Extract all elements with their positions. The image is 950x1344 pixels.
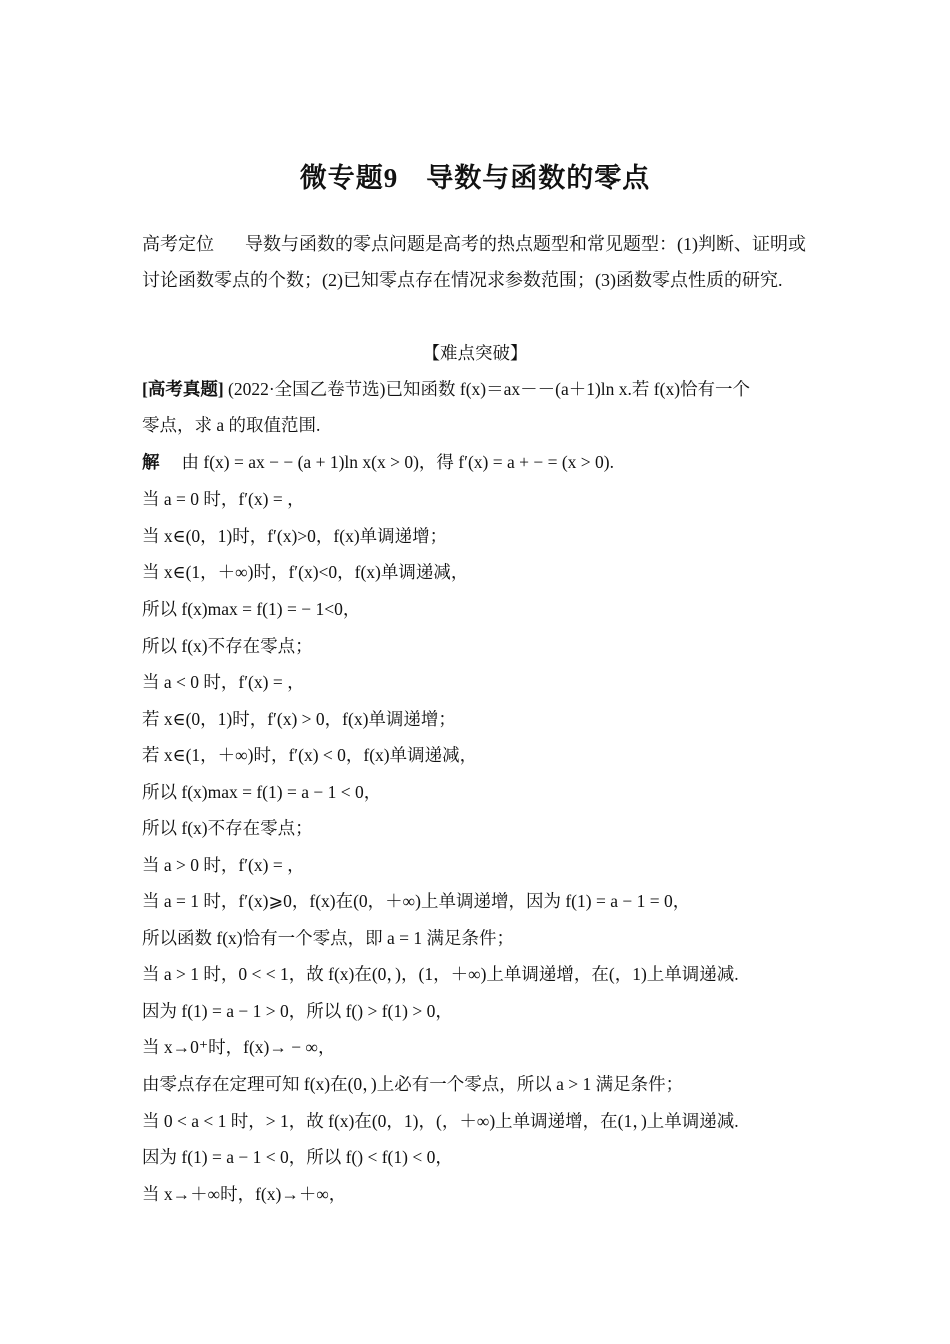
- solution-line: 当 a > 1 时，0 < < 1，故 f(x)在(0，)，(1，＋∞)上单调递增，在(，1)上单调递减.: [142, 964, 739, 984]
- solution-line: 当 0 < a < 1 时，> 1，故 f(x)在(0，1)，(，＋∞)上单调递增，在(1，)上单调递减.: [142, 1111, 739, 1131]
- intro-paragraph: [142, 226, 810, 298]
- solution-line: 所以 f(x)不存在零点；: [142, 636, 313, 656]
- solution-line: 所以 f(x)不存在零点；: [142, 818, 313, 838]
- solution-line: 当 x→＋∞时，f(x)→＋∞，: [142, 1184, 347, 1204]
- intro-text: 导数与函数的零点问题是高考的热点题型和常见题型：(1)判断、证明或讨论函数零点的个数；(2)已知零点存在情况求参数范围；(3)函数零点性质的研究.: [142, 234, 806, 290]
- page-title: 微专题9 导数与函数的零点: [299, 163, 651, 193]
- solution-line: 当 a = 0 时，f′(x) = ，: [142, 489, 305, 509]
- section-heading: 【难点突破】: [422, 343, 528, 363]
- solution-text-1: 由 f(x) = ax − − (a + 1)ln x(x > 0)，得 f′(x) = a + − = (x > 0).: [181, 452, 614, 472]
- solution-line: 所以 f(x)max = f(1) = − 1<0，: [142, 599, 361, 619]
- solution-line: 因为 f(1) = a − 1 > 0，所以 f() > f(1) > 0，: [142, 1001, 453, 1021]
- solution-line: 若 x∈(1，＋∞)时，f′(x) < 0，f(x)单调递减，: [142, 745, 478, 765]
- solution-line: 所以 f(x)max = f(1) = a − 1 < 0，: [142, 782, 382, 802]
- solution-line: 所以函数 f(x)恰有一个零点，即 a = 1 满足条件；: [142, 928, 514, 948]
- solution-line: 当 x∈(1，＋∞)时，f′(x)<0，f(x)单调递减，: [142, 562, 469, 582]
- solution-line: 若 x∈(0，1)时，f′(x) > 0，f(x)单调递增；: [142, 709, 456, 729]
- solution-line-1: [142, 451, 822, 473]
- problem-statement-1: (2022·全国乙卷节选)已知函数 f(x)＝ax－－(a＋1)ln x.若 f(x)恰有一个: [223, 379, 751, 399]
- solution-line: 当 a > 0 时，f′(x) = ，: [142, 855, 305, 875]
- solution-line: 当 x∈(0，1)时，f′(x)>0，f(x)单调递增；: [142, 526, 448, 546]
- intro-label: 高考定位: [142, 234, 214, 254]
- solution-line: 当 x→0⁺时，f(x)→ − ∞，: [142, 1037, 336, 1057]
- solution-line: 当 a < 0 时，f′(x) = ，: [142, 672, 305, 692]
- problem-line-1: [142, 378, 822, 400]
- solution-line: 当 a = 1 时，f′(x)⩾0，f(x)在(0，＋∞)上单调递增，因为 f(1) = a − 1 = 0，: [142, 891, 691, 911]
- problem-tag: [高考真题]: [142, 379, 224, 399]
- solution-line: 由零点存在定理可知 f(x)在(0，)上必有一个零点，所以 a > 1 满足条件；: [142, 1074, 684, 1094]
- problem-line-2: 零点，求 a 的取值范围.: [142, 415, 321, 435]
- solution-label: 解: [142, 452, 160, 472]
- solution-line: 因为 f(1) = a − 1 < 0，所以 f() < f(1) < 0，: [142, 1147, 453, 1167]
